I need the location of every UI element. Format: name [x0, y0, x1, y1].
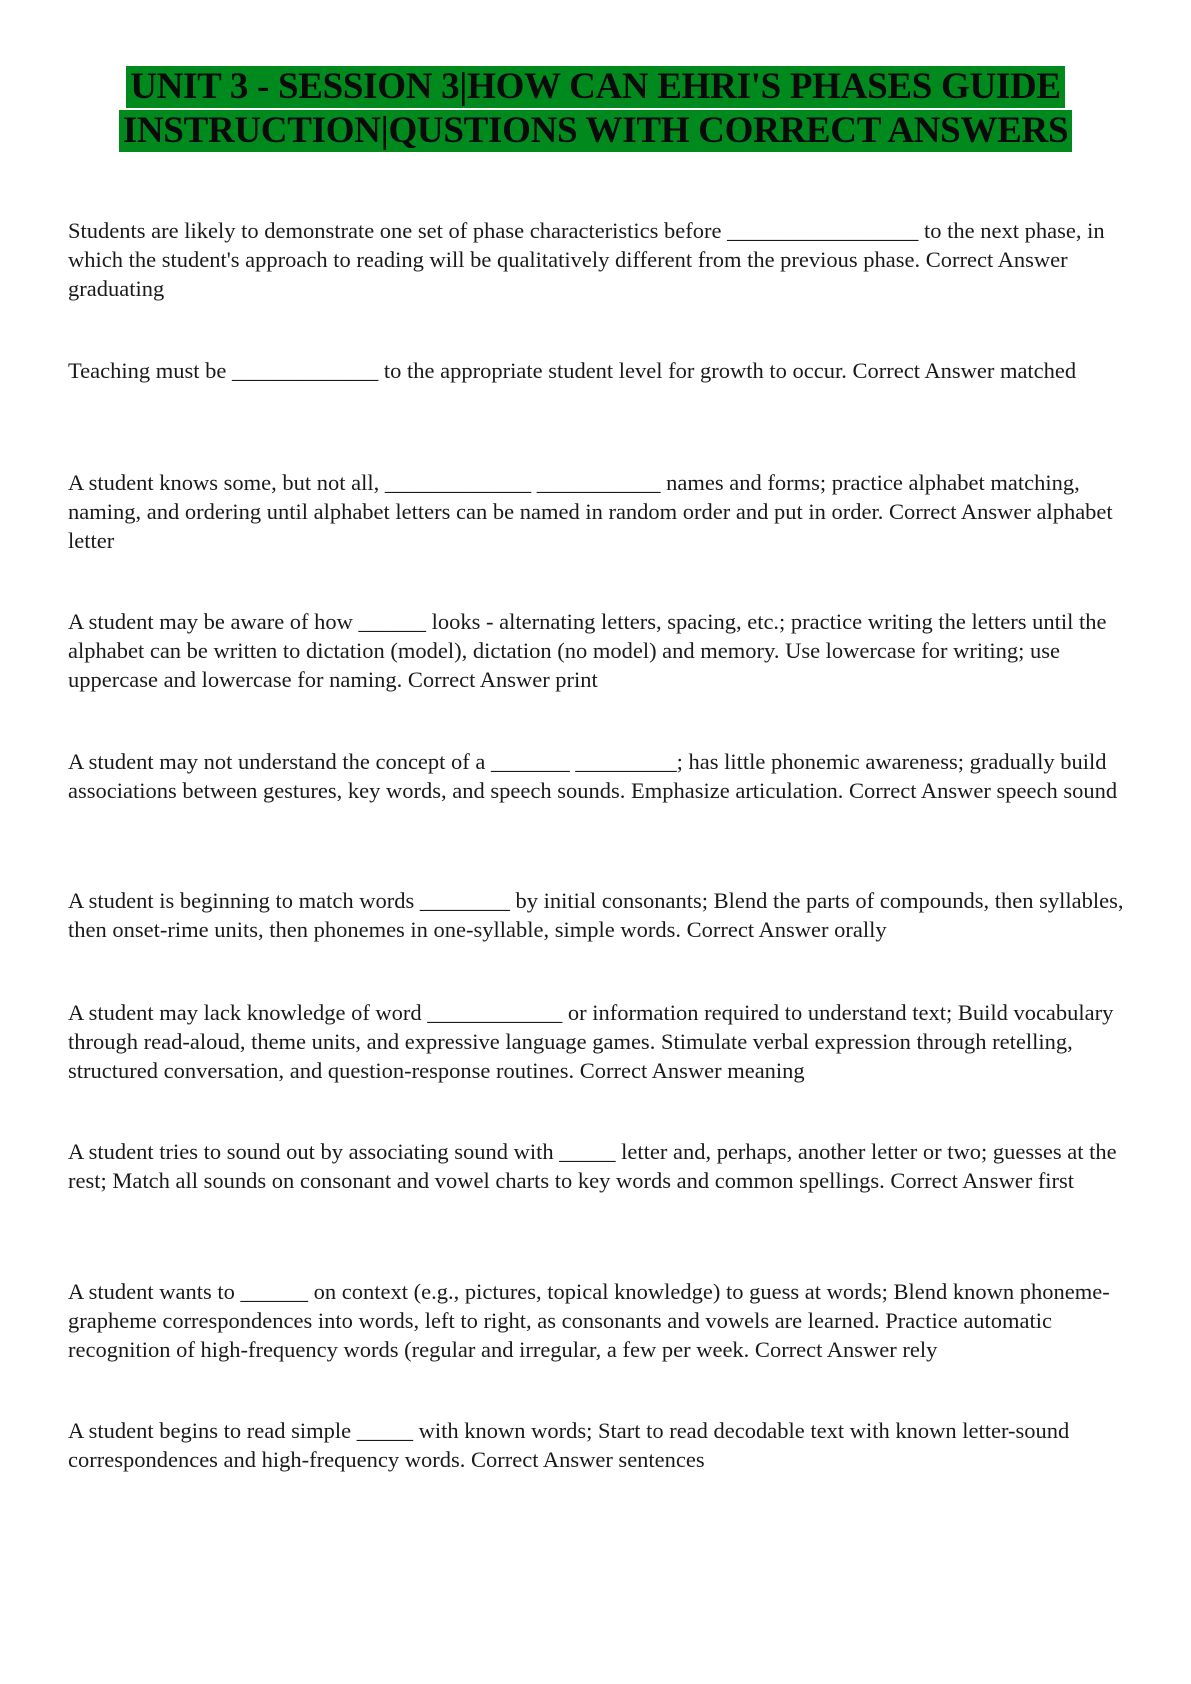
question-item	[68, 886, 1128, 944]
question-text: Teaching must be _____________ to the appropriate student level for growth to occur. Correct Answer matched	[68, 358, 1077, 383]
question-text: A student wants to ______ on context (e.g., pictures, topical knowledge) to guess at words; Blend known phoneme-grapheme correspondences into words, left to right, as consonants and vowels are learned. Practice automatic recognition of high-frequency words (regular and irregular, a few per week. Correct Answer rely	[68, 1279, 1110, 1362]
question-item	[68, 998, 1128, 1085]
document-title	[0, 66, 1191, 154]
question-text: A student tries to sound out by associating sound with _____ letter and, perhaps, another letter or two; guesses at the rest; Match all sounds on consonant and vowel charts to key words and common spellings. Correct Answer first	[68, 1139, 1117, 1193]
question-item	[68, 468, 1128, 555]
question-text: Students are likely to demonstrate one set of phase characteristics before _________________ to the next phase, in which the student's approach to reading will be qualitatively different from the previous phase. Correct Answer graduating	[68, 218, 1105, 301]
question-item	[68, 747, 1128, 805]
question-text: A student may be aware of how ______ looks - alternating letters, spacing, etc.; practice writing the letters until the alphabet can be written to dictation (model), dictation (no model) and memory. Use lowercase for writing; use uppercase and lowercase for naming. Correct Answer print	[68, 609, 1107, 692]
question-item	[68, 607, 1128, 694]
question-item	[68, 1416, 1128, 1474]
question-item	[68, 216, 1128, 303]
question-text: A student begins to read simple _____ with known words; Start to read decodable text with known letter-sound correspondences and high-frequency words. Correct Answer sentences	[68, 1418, 1070, 1472]
question-text: A student may not understand the concept of a _______ _________; has little phonemic awareness; gradually build associations between gestures, key words, and speech sounds. Emphasize articulation. Correct Answer speech sound	[68, 749, 1118, 803]
question-item	[68, 1137, 1128, 1195]
question-item	[68, 356, 1128, 385]
question-text: A student may lack knowledge of word ____________ or information required to understand text; Build vocabulary through read-aloud, theme units, and expressive language games. Stimulate verbal expression through retelling, structured conversation, and question-response routines. Correct Answer meaning	[68, 1000, 1114, 1083]
question-text: A student knows some, but not all, _____________ ___________ names and forms; practice alphabet matching, naming, and ordering until alphabet letters can be named in random order and put in order. Correct Answer alphabet letter	[68, 470, 1113, 553]
question-text: A student is beginning to match words ________ by initial consonants; Blend the parts of compounds, then syllables, then onset-rime units, then phonemes in one-syllable, simple words. Correct Answer orally	[68, 888, 1124, 942]
title-line-1: UNIT 3 - SESSION 3|HOW CAN EHRI'S PHASES GUIDE	[126, 66, 1065, 108]
title-line-2: INSTRUCTION|QUSTIONS WITH CORRECT ANSWERS	[119, 110, 1072, 152]
question-item	[68, 1277, 1128, 1364]
